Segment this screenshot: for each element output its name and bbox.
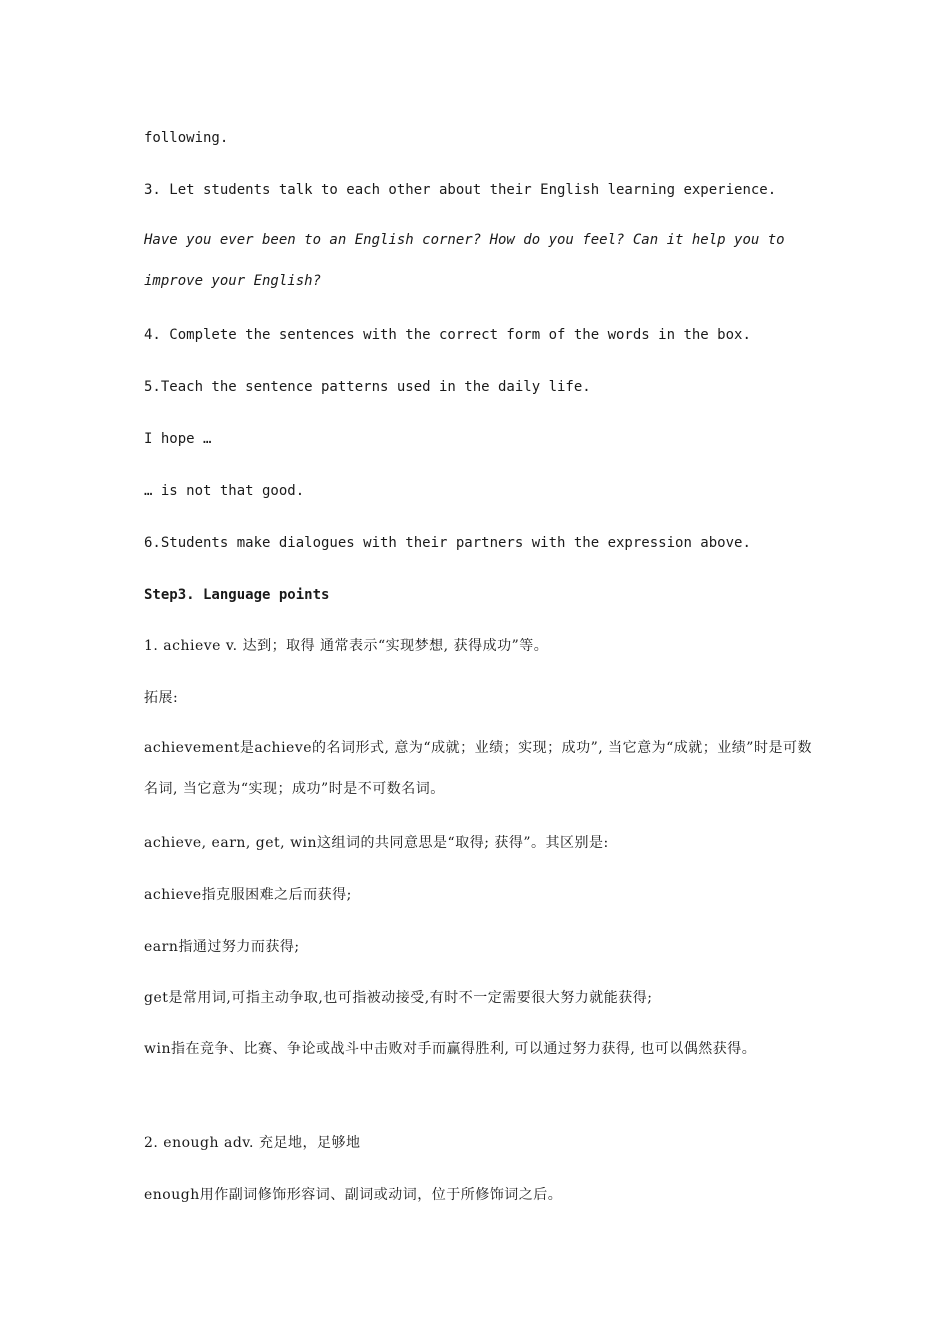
text-line: enough用作副词修饰形容词、副词或动词，位于所修饰词之后。 — [144, 1187, 563, 1203]
text-line: earn指通过努力而获得; — [144, 939, 300, 955]
text-line: following. — [144, 130, 229, 146]
text-line: 拓展: — [144, 690, 179, 706]
text-line: 4. Complete the sentences with the correct form of the words in the box. — [144, 327, 751, 343]
text-line: 3. Let students talk to each other about their English learning experience. — [144, 182, 777, 198]
text-line: get是常用词,可指主动争取,也可指被动接受,有时不一定需要很大努力就能获得; — [144, 990, 653, 1006]
text-paragraph: win指在竞争、比赛、争论或战斗中击败对手而赢得胜利, 可以通过努力获得, 也可以偶然获得。 — [144, 1041, 757, 1057]
text-line: I hope … — [144, 431, 212, 447]
text-line: … is not that good. — [144, 483, 305, 499]
text-line: 2. enough adv. 充足地，足够地 — [144, 1135, 361, 1151]
section-heading: Step3. Language points — [144, 587, 330, 603]
text-line: achieve指克服困难之后而获得; — [144, 887, 352, 903]
text-line: 6.Students make dialogues with their partners with the expression above. — [144, 535, 751, 551]
text-line: 5.Teach the sentence patterns used in the daily life. — [144, 379, 591, 395]
text-line: 1. achieve v. 达到；取得 通常表示“实现梦想, 获得成功”等。 — [144, 638, 549, 654]
text-line: achieve, earn, get, win这组词的共同意思是“取得; 获得”。其区别是: — [144, 835, 609, 851]
text-paragraph: achievement是achieve的名词形式, 意为“成就；业绩；实现；成功”, 当它意为“成就；业绩”时是可数名词, 当它意为“实现；成功”时是不可数名词。 — [144, 740, 812, 797]
italic-question-line: Have you ever been to an English corner? How do you feel? Can it help you to improve your English? — [144, 232, 785, 289]
